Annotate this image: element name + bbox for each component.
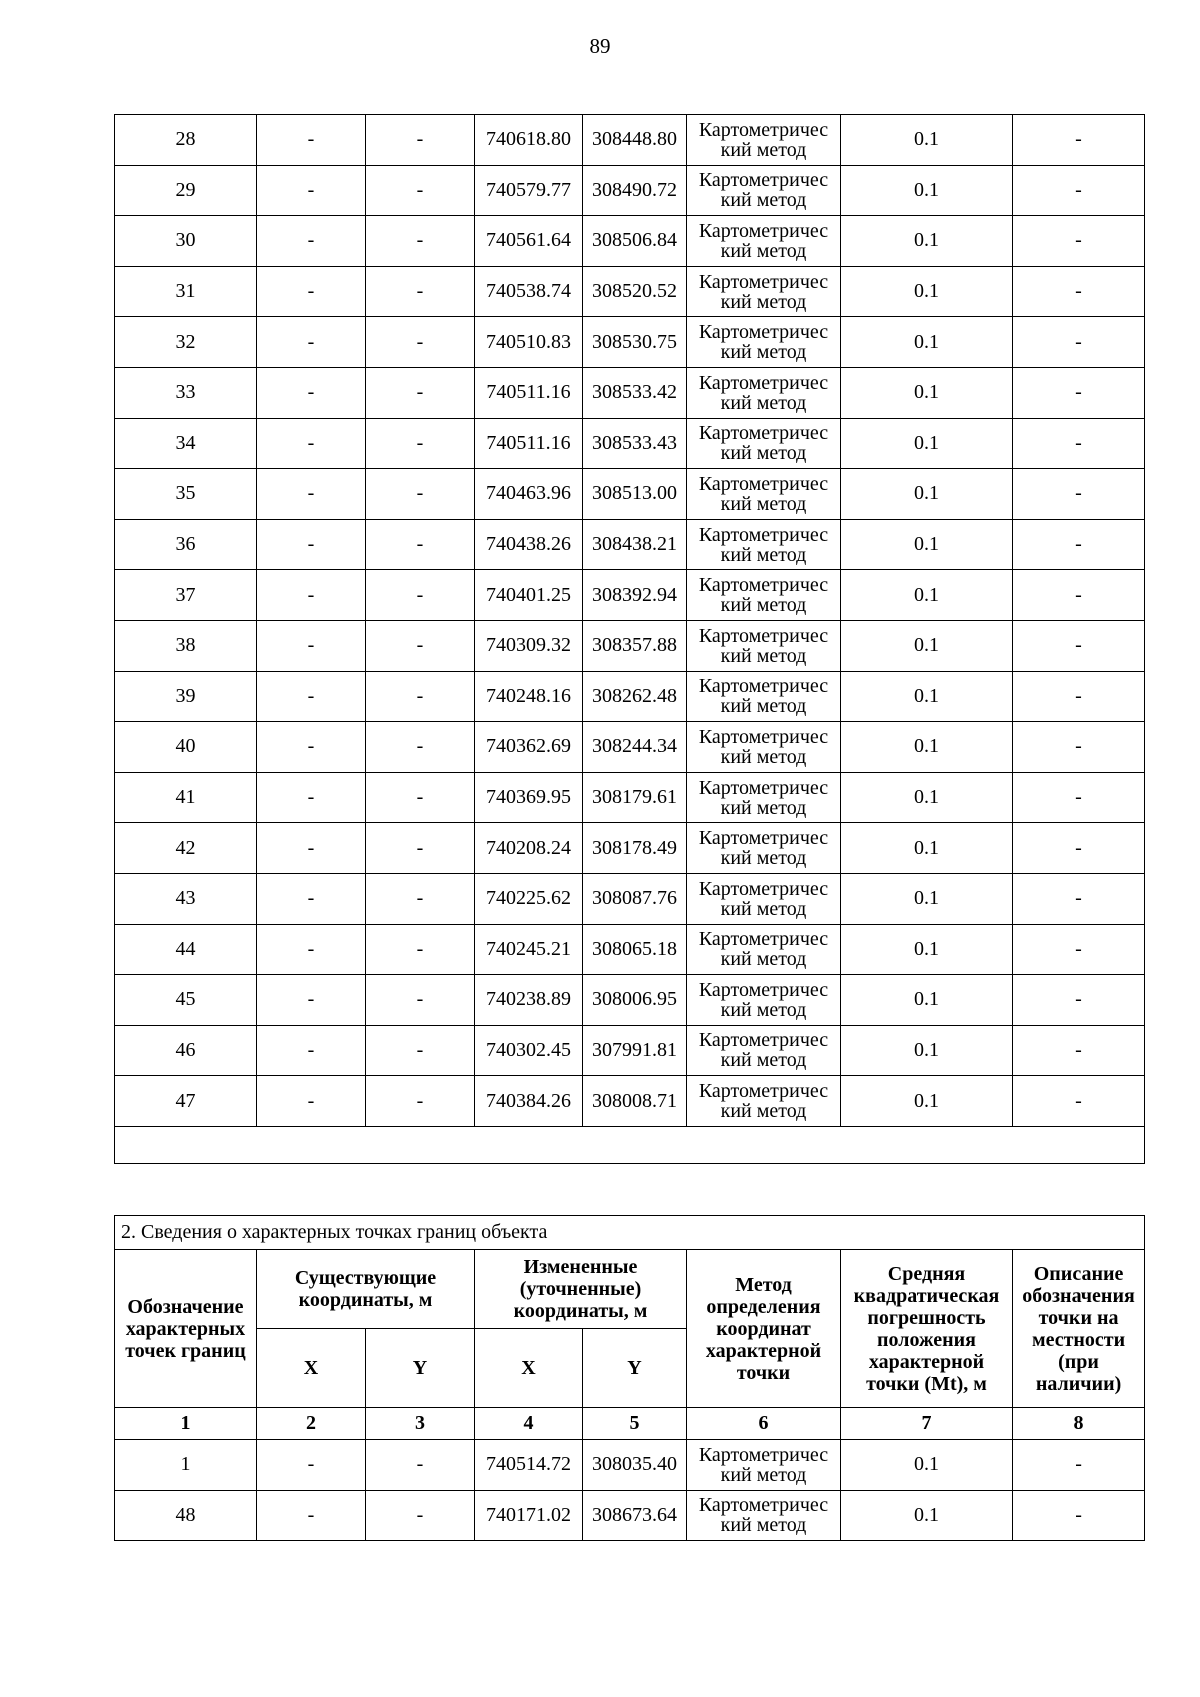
- method-text-line2: кий метод: [720, 1463, 807, 1486]
- method-text-line2: кий метод: [720, 189, 807, 212]
- cell-mean-error: 0.1: [841, 620, 1013, 671]
- cell-changed-x: 740384.26: [475, 1076, 583, 1127]
- cell-mean-error: 0.1: [841, 772, 1013, 823]
- column-number: 1: [115, 1408, 257, 1440]
- cell-changed-x: 740171.02: [475, 1490, 583, 1541]
- section-caption: 2. Сведения о характерных точках границ объекта: [115, 1216, 1145, 1250]
- table1-body: [115, 115, 1145, 1164]
- cell-existing-y: -: [366, 367, 475, 418]
- cell-existing-x: -: [257, 722, 366, 773]
- cell-changed-y: 308520.52: [583, 266, 687, 317]
- table-row: [115, 873, 1145, 924]
- method-text-line1: Картометричес: [698, 1080, 829, 1103]
- method-text-line1: Картометричес: [698, 877, 829, 900]
- cell-mean-error: 0.1: [841, 1025, 1013, 1076]
- method-text-line2: кий метод: [720, 1049, 807, 1072]
- table-row: [115, 317, 1145, 368]
- cell-changed-y: 308087.76: [583, 873, 687, 924]
- cell-mean-error: 0.1: [841, 975, 1013, 1026]
- cell-description: -: [1013, 317, 1145, 368]
- method-text-line1: Картометричес: [698, 169, 829, 192]
- method-text-line1: Картометричес: [698, 219, 829, 242]
- cell-existing-y: -: [366, 519, 475, 570]
- cell-changed-y: 308357.88: [583, 620, 687, 671]
- cell-description: -: [1013, 671, 1145, 722]
- cell-mean-error: 0.1: [841, 570, 1013, 621]
- method-text-line2: кий метод: [720, 492, 807, 515]
- method-text-line1: Картометричес: [698, 928, 829, 951]
- table-row: [115, 367, 1145, 418]
- table-row: [115, 823, 1145, 874]
- method-text-line1: Картометричес: [698, 270, 829, 293]
- cell-existing-x: -: [257, 671, 366, 722]
- cell-changed-y: 308262.48: [583, 671, 687, 722]
- cell-point-number: 40: [115, 722, 257, 773]
- table-row: [115, 975, 1145, 1026]
- cell-method: [687, 823, 841, 874]
- cell-existing-y: -: [366, 722, 475, 773]
- cell-point-number: 37: [115, 570, 257, 621]
- header-changed-x: X: [475, 1329, 583, 1408]
- table-row: [115, 924, 1145, 975]
- cell-description: -: [1013, 722, 1145, 773]
- cell-mean-error: 0.1: [841, 266, 1013, 317]
- cell-mean-error: 0.1: [841, 823, 1013, 874]
- cell-changed-y: 308490.72: [583, 165, 687, 216]
- cell-point-number: 30: [115, 216, 257, 267]
- cell-description: -: [1013, 1025, 1145, 1076]
- cell-existing-y: -: [366, 1440, 475, 1491]
- method-text-line2: кий метод: [720, 695, 807, 718]
- cell-existing-y: -: [366, 570, 475, 621]
- cell-description: -: [1013, 115, 1145, 166]
- cell-changed-x: 740510.83: [475, 317, 583, 368]
- cell-point-number: 39: [115, 671, 257, 722]
- table-row: [115, 722, 1145, 773]
- cell-changed-y: 308392.94: [583, 570, 687, 621]
- cell-changed-x: 740618.80: [475, 115, 583, 166]
- cell-existing-y: -: [366, 266, 475, 317]
- cell-changed-y: 308179.61: [583, 772, 687, 823]
- cell-description: -: [1013, 873, 1145, 924]
- column-number: 2: [257, 1408, 366, 1440]
- cell-existing-y: -: [366, 620, 475, 671]
- method-text-line1: Картометричес: [698, 422, 829, 445]
- cell-method: [687, 216, 841, 267]
- cell-existing-y: -: [366, 924, 475, 975]
- cell-method: [687, 620, 841, 671]
- cell-description: -: [1013, 772, 1145, 823]
- cell-changed-y: 308506.84: [583, 216, 687, 267]
- cell-existing-x: -: [257, 165, 366, 216]
- cell-existing-x: -: [257, 620, 366, 671]
- cell-existing-x: -: [257, 1440, 366, 1491]
- header-mean-error: Средняя квадратическая погрешность положения характерной точки (Mt), м: [841, 1250, 1013, 1408]
- cell-existing-x: -: [257, 216, 366, 267]
- cell-description: -: [1013, 216, 1145, 267]
- cell-changed-y: 308533.43: [583, 418, 687, 469]
- cell-method: [687, 570, 841, 621]
- cell-point-number: 41: [115, 772, 257, 823]
- method-text-line2: кий метод: [720, 239, 807, 262]
- table-row: [115, 1076, 1145, 1127]
- method-text-line1: Картометричес: [698, 1494, 829, 1517]
- cell-point-number: 33: [115, 367, 257, 418]
- column-number: 5: [583, 1408, 687, 1440]
- cell-method: [687, 317, 841, 368]
- cell-changed-x: 740309.32: [475, 620, 583, 671]
- cell-existing-y: -: [366, 823, 475, 874]
- table-row: [115, 570, 1145, 621]
- cell-changed-y: 308178.49: [583, 823, 687, 874]
- cell-description: -: [1013, 975, 1145, 1026]
- cell-changed-y: 308513.00: [583, 469, 687, 520]
- cell-existing-y: -: [366, 1076, 475, 1127]
- cell-existing-x: -: [257, 367, 366, 418]
- table-row: [115, 1025, 1145, 1076]
- cell-existing-x: -: [257, 418, 366, 469]
- cell-existing-y: -: [366, 975, 475, 1026]
- table-row: [115, 165, 1145, 216]
- cell-mean-error: 0.1: [841, 1490, 1013, 1541]
- cell-existing-x: -: [257, 924, 366, 975]
- cell-existing-x: -: [257, 519, 366, 570]
- cell-changed-x: 740362.69: [475, 722, 583, 773]
- method-text-line1: Картометричес: [698, 978, 829, 1001]
- cell-changed-y: 308008.71: [583, 1076, 687, 1127]
- cell-changed-x: 740225.62: [475, 873, 583, 924]
- method-text-line2: кий метод: [720, 442, 807, 465]
- cell-method: [687, 469, 841, 520]
- cell-changed-y: 308438.21: [583, 519, 687, 570]
- table-row: [115, 671, 1145, 722]
- method-text-line2: кий метод: [720, 594, 807, 617]
- cell-point-number: 42: [115, 823, 257, 874]
- method-text-line1: Картометричес: [698, 776, 829, 799]
- cell-method: [687, 924, 841, 975]
- cell-existing-y: -: [366, 418, 475, 469]
- cell-point-number: 1: [115, 1440, 257, 1491]
- cell-method: [687, 266, 841, 317]
- cell-existing-y: -: [366, 469, 475, 520]
- cell-existing-y: -: [366, 1025, 475, 1076]
- cell-changed-x: 740561.64: [475, 216, 583, 267]
- cell-existing-x: -: [257, 772, 366, 823]
- method-text-line1: Картометричес: [698, 675, 829, 698]
- cell-point-number: 44: [115, 924, 257, 975]
- cell-description: -: [1013, 266, 1145, 317]
- table-row: [115, 418, 1145, 469]
- table-row: [115, 1490, 1145, 1541]
- method-text-line2: кий метод: [720, 543, 807, 566]
- method-text-line1: Картометричес: [698, 1029, 829, 1052]
- header-existing-y: Y: [366, 1329, 475, 1408]
- cell-method: [687, 772, 841, 823]
- cell-point-number: 46: [115, 1025, 257, 1076]
- cell-method: [687, 1490, 841, 1541]
- cell-existing-x: -: [257, 317, 366, 368]
- table-row: [115, 216, 1145, 267]
- cell-changed-x: 740579.77: [475, 165, 583, 216]
- table-row: [115, 519, 1145, 570]
- cell-point-number: 43: [115, 873, 257, 924]
- table-row: [115, 266, 1145, 317]
- cell-method: [687, 367, 841, 418]
- empty-row: [115, 1126, 1145, 1163]
- method-text-line2: кий метод: [720, 644, 807, 667]
- cell-existing-y: -: [366, 772, 475, 823]
- method-text-line2: кий метод: [720, 290, 807, 313]
- cell-description: -: [1013, 519, 1145, 570]
- cell-changed-y: 308035.40: [583, 1440, 687, 1491]
- cell-description: -: [1013, 1440, 1145, 1491]
- cell-mean-error: 0.1: [841, 924, 1013, 975]
- cell-changed-y: 308448.80: [583, 115, 687, 166]
- method-text-line1: Картометричес: [698, 523, 829, 546]
- cell-changed-x: 740302.45: [475, 1025, 583, 1076]
- method-text-line2: кий метод: [720, 1514, 807, 1537]
- cell-changed-x: 740208.24: [475, 823, 583, 874]
- cell-description: -: [1013, 570, 1145, 621]
- cell-changed-x: 740245.21: [475, 924, 583, 975]
- cell-existing-x: -: [257, 823, 366, 874]
- table-row: [115, 115, 1145, 166]
- cell-existing-y: -: [366, 216, 475, 267]
- cell-point-number: 31: [115, 266, 257, 317]
- method-text-line1: Картометричес: [698, 321, 829, 344]
- method-text-line2: кий метод: [720, 948, 807, 971]
- cell-existing-x: -: [257, 975, 366, 1026]
- method-text-line1: Картометричес: [698, 371, 829, 394]
- column-number: 3: [366, 1408, 475, 1440]
- cell-method: [687, 1025, 841, 1076]
- cell-mean-error: 0.1: [841, 873, 1013, 924]
- cell-changed-y: 308530.75: [583, 317, 687, 368]
- table-row: [115, 772, 1145, 823]
- method-text-line1: Картометричес: [698, 1443, 829, 1466]
- header-description: Описание обозначения точки на местности (при наличии): [1013, 1250, 1145, 1408]
- table-row: [115, 469, 1145, 520]
- cell-description: -: [1013, 165, 1145, 216]
- cell-changed-y: 307991.81: [583, 1025, 687, 1076]
- cell-mean-error: 0.1: [841, 317, 1013, 368]
- cell-point-number: 48: [115, 1490, 257, 1541]
- column-number: 6: [687, 1408, 841, 1440]
- header-method: Метод определения координат характерной точки: [687, 1250, 841, 1408]
- cell-changed-y: 308244.34: [583, 722, 687, 773]
- method-text-line2: кий метод: [720, 897, 807, 920]
- cell-method: [687, 115, 841, 166]
- header-existing-x: X: [257, 1329, 366, 1408]
- method-text-line2: кий метод: [720, 847, 807, 870]
- column-number: 7: [841, 1408, 1013, 1440]
- cell-mean-error: 0.1: [841, 115, 1013, 166]
- cell-point-number: 32: [115, 317, 257, 368]
- cell-mean-error: 0.1: [841, 519, 1013, 570]
- method-text-line1: Картометричес: [698, 827, 829, 850]
- cell-changed-y: 308006.95: [583, 975, 687, 1026]
- cell-point-number: 28: [115, 115, 257, 166]
- cell-existing-x: -: [257, 115, 366, 166]
- cell-point-number: 38: [115, 620, 257, 671]
- cell-description: -: [1013, 469, 1145, 520]
- header-changed-y: Y: [583, 1329, 687, 1408]
- cell-method: [687, 165, 841, 216]
- cell-existing-x: -: [257, 266, 366, 317]
- cell-existing-y: -: [366, 671, 475, 722]
- cell-description: -: [1013, 823, 1145, 874]
- cell-mean-error: 0.1: [841, 1076, 1013, 1127]
- cell-point-number: 29: [115, 165, 257, 216]
- cell-method: [687, 1076, 841, 1127]
- cell-changed-x: 740514.72: [475, 1440, 583, 1491]
- cell-changed-x: 740538.74: [475, 266, 583, 317]
- cell-point-number: 35: [115, 469, 257, 520]
- header-designation: Обозначение характерных точек границ: [115, 1250, 257, 1408]
- cell-point-number: 47: [115, 1076, 257, 1127]
- cell-mean-error: 0.1: [841, 418, 1013, 469]
- cell-changed-x: 740369.95: [475, 772, 583, 823]
- method-text-line2: кий метод: [720, 796, 807, 819]
- cell-mean-error: 0.1: [841, 722, 1013, 773]
- cell-point-number: 34: [115, 418, 257, 469]
- cell-mean-error: 0.1: [841, 469, 1013, 520]
- cell-existing-y: -: [366, 1490, 475, 1541]
- cell-description: -: [1013, 1490, 1145, 1541]
- empty-cell: [115, 1126, 1145, 1163]
- cell-existing-y: -: [366, 165, 475, 216]
- cell-method: [687, 873, 841, 924]
- header-existing-coordinates: Существующие координаты, м: [257, 1250, 475, 1329]
- cell-mean-error: 0.1: [841, 1440, 1013, 1491]
- cell-point-number: 36: [115, 519, 257, 570]
- column-number: 8: [1013, 1408, 1145, 1440]
- cell-changed-x: 740248.16: [475, 671, 583, 722]
- method-text-line2: кий метод: [720, 1100, 807, 1123]
- cell-mean-error: 0.1: [841, 216, 1013, 267]
- cell-existing-x: -: [257, 469, 366, 520]
- method-text-line1: Картометричес: [698, 725, 829, 748]
- cell-existing-x: -: [257, 570, 366, 621]
- cell-method: [687, 418, 841, 469]
- cell-changed-x: 740438.26: [475, 519, 583, 570]
- cell-method: [687, 671, 841, 722]
- method-text-line2: кий метод: [720, 998, 807, 1021]
- cell-changed-y: 308533.42: [583, 367, 687, 418]
- cell-description: -: [1013, 367, 1145, 418]
- method-text-line1: Картометричес: [698, 472, 829, 495]
- cell-description: -: [1013, 1076, 1145, 1127]
- cell-existing-y: -: [366, 873, 475, 924]
- page-number: 89: [589, 34, 611, 58]
- method-text-line1: Картометричес: [698, 118, 829, 141]
- cell-method: [687, 519, 841, 570]
- method-text-line2: кий метод: [720, 341, 807, 364]
- boundary-points-table: [114, 1215, 1145, 1541]
- header-changed-coordinates: Измененные (уточненные) координаты, м: [475, 1250, 687, 1329]
- cell-description: -: [1013, 620, 1145, 671]
- cell-changed-x: 740511.16: [475, 367, 583, 418]
- cell-existing-x: -: [257, 1025, 366, 1076]
- cell-changed-x: 740511.16: [475, 418, 583, 469]
- cell-description: -: [1013, 924, 1145, 975]
- method-text-line1: Картометричес: [698, 574, 829, 597]
- cell-method: [687, 1440, 841, 1491]
- cell-method: [687, 975, 841, 1026]
- method-text-line2: кий метод: [720, 138, 807, 161]
- cell-changed-x: 740463.96: [475, 469, 583, 520]
- table2-body: [115, 1440, 1145, 1541]
- cell-description: -: [1013, 418, 1145, 469]
- cell-point-number: 45: [115, 975, 257, 1026]
- method-text-line2: кий метод: [720, 391, 807, 414]
- cell-changed-y: 308673.64: [583, 1490, 687, 1541]
- cell-existing-y: -: [366, 317, 475, 368]
- cell-changed-x: 740401.25: [475, 570, 583, 621]
- cell-mean-error: 0.1: [841, 671, 1013, 722]
- cell-mean-error: 0.1: [841, 165, 1013, 216]
- table-row: [115, 1440, 1145, 1491]
- table-row: [115, 620, 1145, 671]
- cell-mean-error: 0.1: [841, 367, 1013, 418]
- cell-existing-y: -: [366, 115, 475, 166]
- cell-changed-x: 740238.89: [475, 975, 583, 1026]
- method-text-line2: кий метод: [720, 745, 807, 768]
- cell-existing-x: -: [257, 1076, 366, 1127]
- method-text-line1: Картометричес: [698, 624, 829, 647]
- cell-method: [687, 722, 841, 773]
- column-number: 4: [475, 1408, 583, 1440]
- cell-existing-x: -: [257, 1490, 366, 1541]
- cell-existing-x: -: [257, 873, 366, 924]
- cell-changed-y: 308065.18: [583, 924, 687, 975]
- boundary-points-table-continued: [114, 114, 1145, 1164]
